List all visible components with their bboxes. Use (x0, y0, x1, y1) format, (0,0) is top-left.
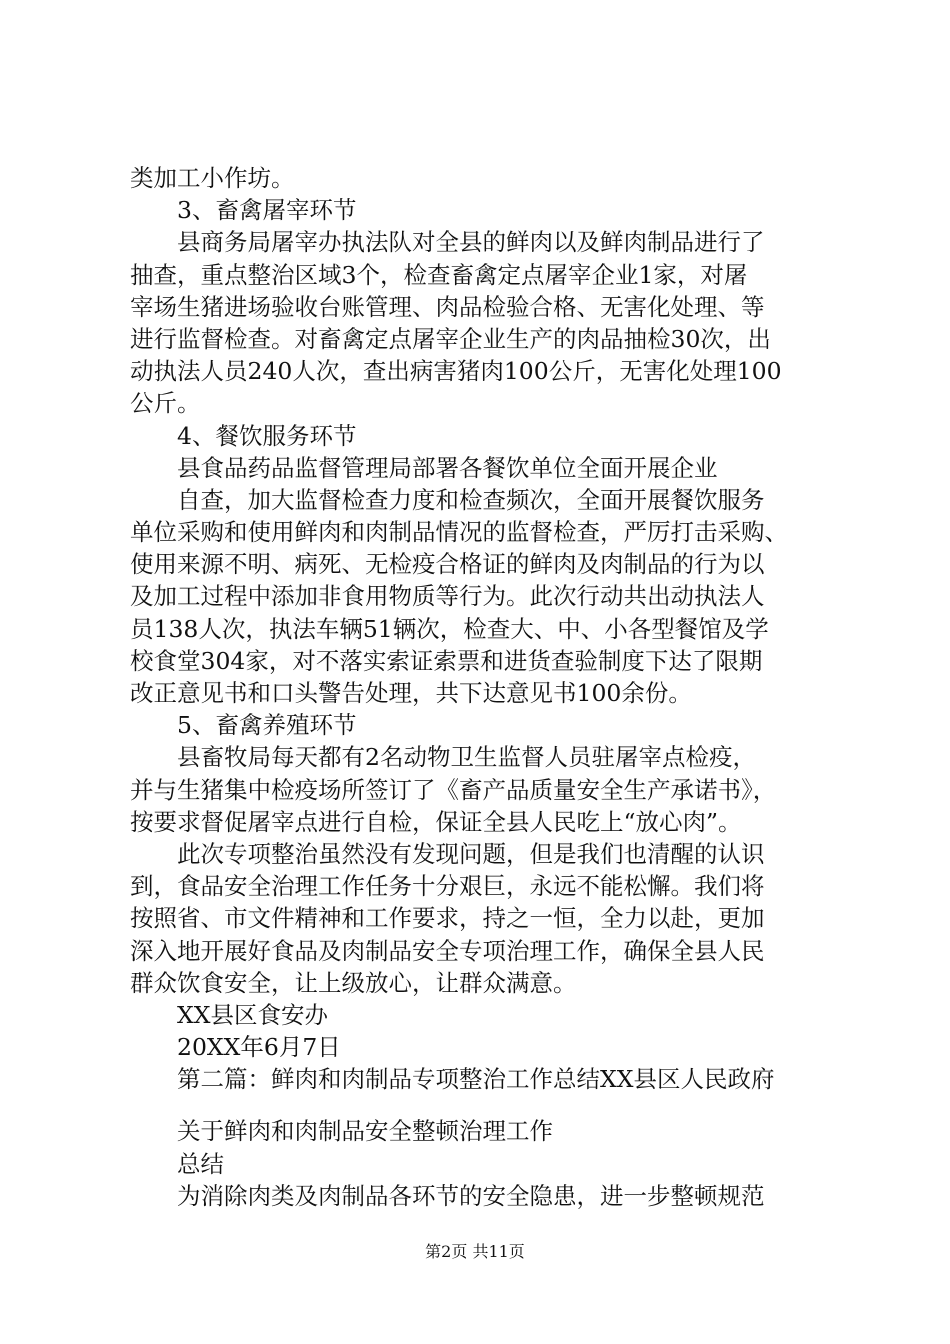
text-line: XX县区食安办 (177, 1000, 328, 1029)
text-line: 到，食品安全治理工作任务十分艰巨，永远不能松懈。我们将 (130, 872, 765, 901)
text-line: 校食堂304家，对不落实索证索票和进货查验制度下达了限期 (130, 646, 763, 675)
text-line: 宰场生猪进场验收台账管理、肉品检验合格、无害化处理、等 (130, 292, 765, 321)
text-line: 单位采购和使用鲜肉和肉制品情况的监督检查，严厉打击采购、 (130, 518, 788, 547)
text-line: 及加工过程中添加非食用物质等行为。此次行动共出动执法人 (130, 582, 765, 611)
text-line: 关于鲜肉和肉制品安全整顿治理工作 (177, 1117, 553, 1146)
text-line: 类加工小作坊。 (130, 164, 295, 192)
text-line: 5、畜禽养殖环节 (177, 711, 357, 740)
document-body (130, 162, 830, 1212)
text-line: 并与生猪集中检疫场所签订了《畜产品质量安全生产承诺书》， (130, 775, 777, 804)
text-line: 20XX年6月7日 (177, 1033, 341, 1062)
page-footer: 第2页 共11页 (425, 1242, 525, 1261)
text-line: 按照省、市文件精神和工作要求，持之一恒，全力以赴，更加 (130, 904, 765, 933)
text-line: 使用来源不明、病死、无检疫合格证的鲜肉及肉制品的行为以 (130, 550, 765, 579)
text-line: 3、畜禽屠宰环节 (177, 196, 357, 225)
text-line: 深入地开展好食品及肉制品安全专项治理工作，确保全县人民 (130, 936, 765, 965)
text-line: 公斤。 (130, 389, 201, 418)
text-line: 进行监督检查。对畜禽定点屠宰企业生产的肉品抽检30次，出 (130, 324, 771, 353)
text-line: 群众饮食安全，让上级放心，让群众满意。 (130, 968, 577, 997)
text-line: 按要求督促屠宰点进行自检，保证全县人民吃上“放心肉”。 (130, 807, 742, 836)
text-line: 员138人次，执法车辆51辆次，检查大、中、小各型餐馆及学 (130, 614, 769, 643)
text-line: 改正意见书和口头警告处理，共下达意见书100余份。 (130, 679, 692, 707)
text-line: 县商务局屠宰办执法队对全县的鲜肉以及鲜肉制品进行了 (177, 228, 765, 257)
text-line: 县食品药品监督管理局部署各餐饮单位全面开展企业 (177, 453, 718, 482)
text-line: 此次专项整治虽然没有发现问题，但是我们也清醒的认识 (177, 839, 765, 868)
text-line: 县畜牧局每天都有2名动物卫生监督人员驻屠宰点检疫， (177, 743, 756, 772)
text-line: 第二篇：鲜肉和肉制品专项整治工作总结XX县区人民政府 (177, 1065, 775, 1094)
text-line: 自查，加大监督检查力度和检查频次，全面开展餐饮服务 (177, 485, 765, 514)
text-line: 4、餐饮服务环节 (177, 421, 357, 450)
text-line: 动执法人员240人次，查出病害猪肉100公斤，无害化处理100 (130, 357, 782, 386)
text-line: 总结 (177, 1149, 224, 1178)
paragraph-gap (130, 1095, 830, 1115)
text-line: 为消除肉类及肉制品各环节的安全隐患，进一步整顿规范 (177, 1181, 765, 1210)
text-line: 抽查，重点整治区域3个，检查畜禽定点屠宰企业1家，对屠 (130, 260, 748, 289)
